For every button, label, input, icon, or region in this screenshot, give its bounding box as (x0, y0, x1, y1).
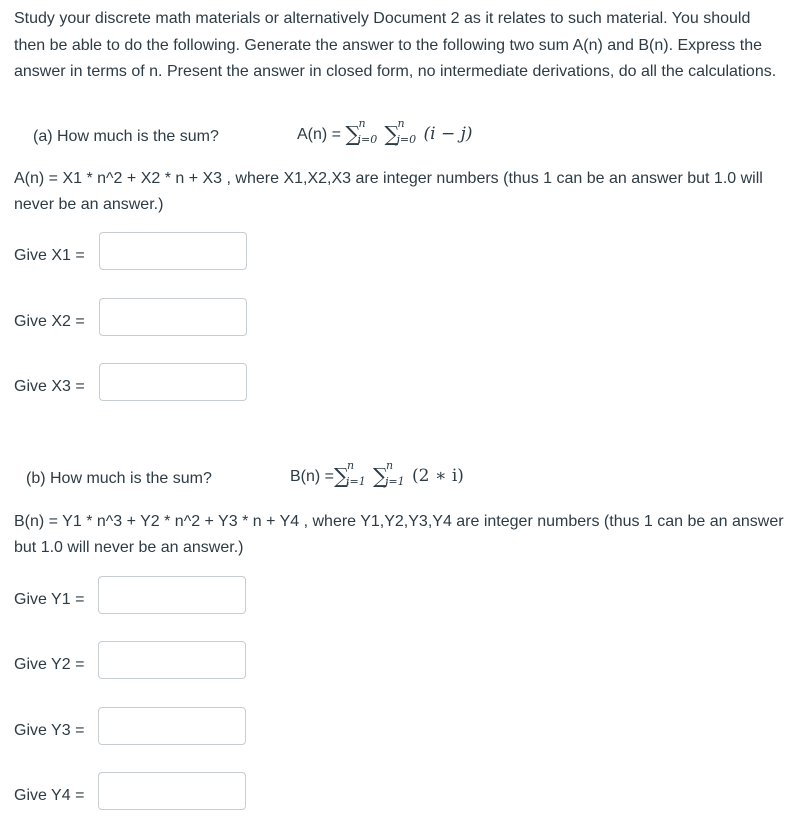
field-x3-label: Give X3 = (14, 378, 85, 395)
sum1-lower: i=0 (357, 132, 378, 146)
sum2-upper: n (386, 458, 394, 472)
field-y4-label: Give Y4 = (14, 787, 85, 804)
summand-b: (2 ∗ i) (412, 466, 464, 486)
sum2-lower: j=1 (385, 474, 405, 488)
y4-input[interactable] (98, 772, 246, 810)
sigma-j-icon: ∑ (373, 464, 389, 488)
field-x2-label: Give X2 = (14, 313, 85, 330)
formula-a (297, 116, 473, 146)
instructions-text: Study your discrete math materials or alternatively Document 2 as it relates to such material. You should then be able to do the following. Generate the answer to the following two sum A(n) and B(n). Express the answer in terms of n. Present the answer in closed form, no intermediate derivations, do all the calculations. (14, 10, 777, 80)
y3-input[interactable] (98, 707, 246, 745)
sum2-lower: j=0 (396, 132, 417, 146)
y2-input[interactable] (98, 641, 246, 679)
question-a-label: (a) How much is the sum? (33, 128, 219, 145)
field-y2-label: Give Y2 = (14, 656, 85, 673)
field-x1-label: Give X1 = (14, 247, 85, 264)
sigma-i-icon: ∑ (345, 122, 361, 146)
field-y1-label: Give Y1 = (14, 591, 85, 608)
sum1-lower: i=1 (346, 474, 366, 488)
sum1-upper: n (358, 116, 366, 130)
field-y3-label: Give Y3 = (14, 722, 85, 739)
sigma-i-icon: ∑ (334, 464, 350, 488)
description-a: A(n) = X1 * n^2 + X2 * n + X3 , where X1,X2,X3 are integer numbers (thus 1 can be an answer but 1.0 will never be an answer.) (14, 170, 763, 213)
summand-a: (i − j) (423, 124, 473, 144)
x3-input[interactable] (99, 363, 247, 401)
x1-input[interactable] (99, 232, 247, 270)
formula-a-lhs: A(n) = (297, 126, 346, 143)
sum1-upper: n (347, 458, 355, 472)
question-b-label: (b) How much is the sum? (26, 470, 212, 487)
sigma-j-icon: ∑ (384, 122, 400, 146)
x2-input[interactable] (99, 298, 247, 336)
y1-input[interactable] (98, 576, 246, 614)
formula-b-lhs: B(n) = (290, 468, 335, 485)
sum2-upper: n (397, 116, 405, 130)
formula-b (290, 458, 464, 488)
description-b: B(n) = Y1 * n^3 + Y2 * n^2 + Y3 * n + Y4 , where Y1,Y2,Y3,Y4 are integer numbers (thus 1 can be an answer but 1.0 will never be an answer.) (14, 513, 784, 556)
